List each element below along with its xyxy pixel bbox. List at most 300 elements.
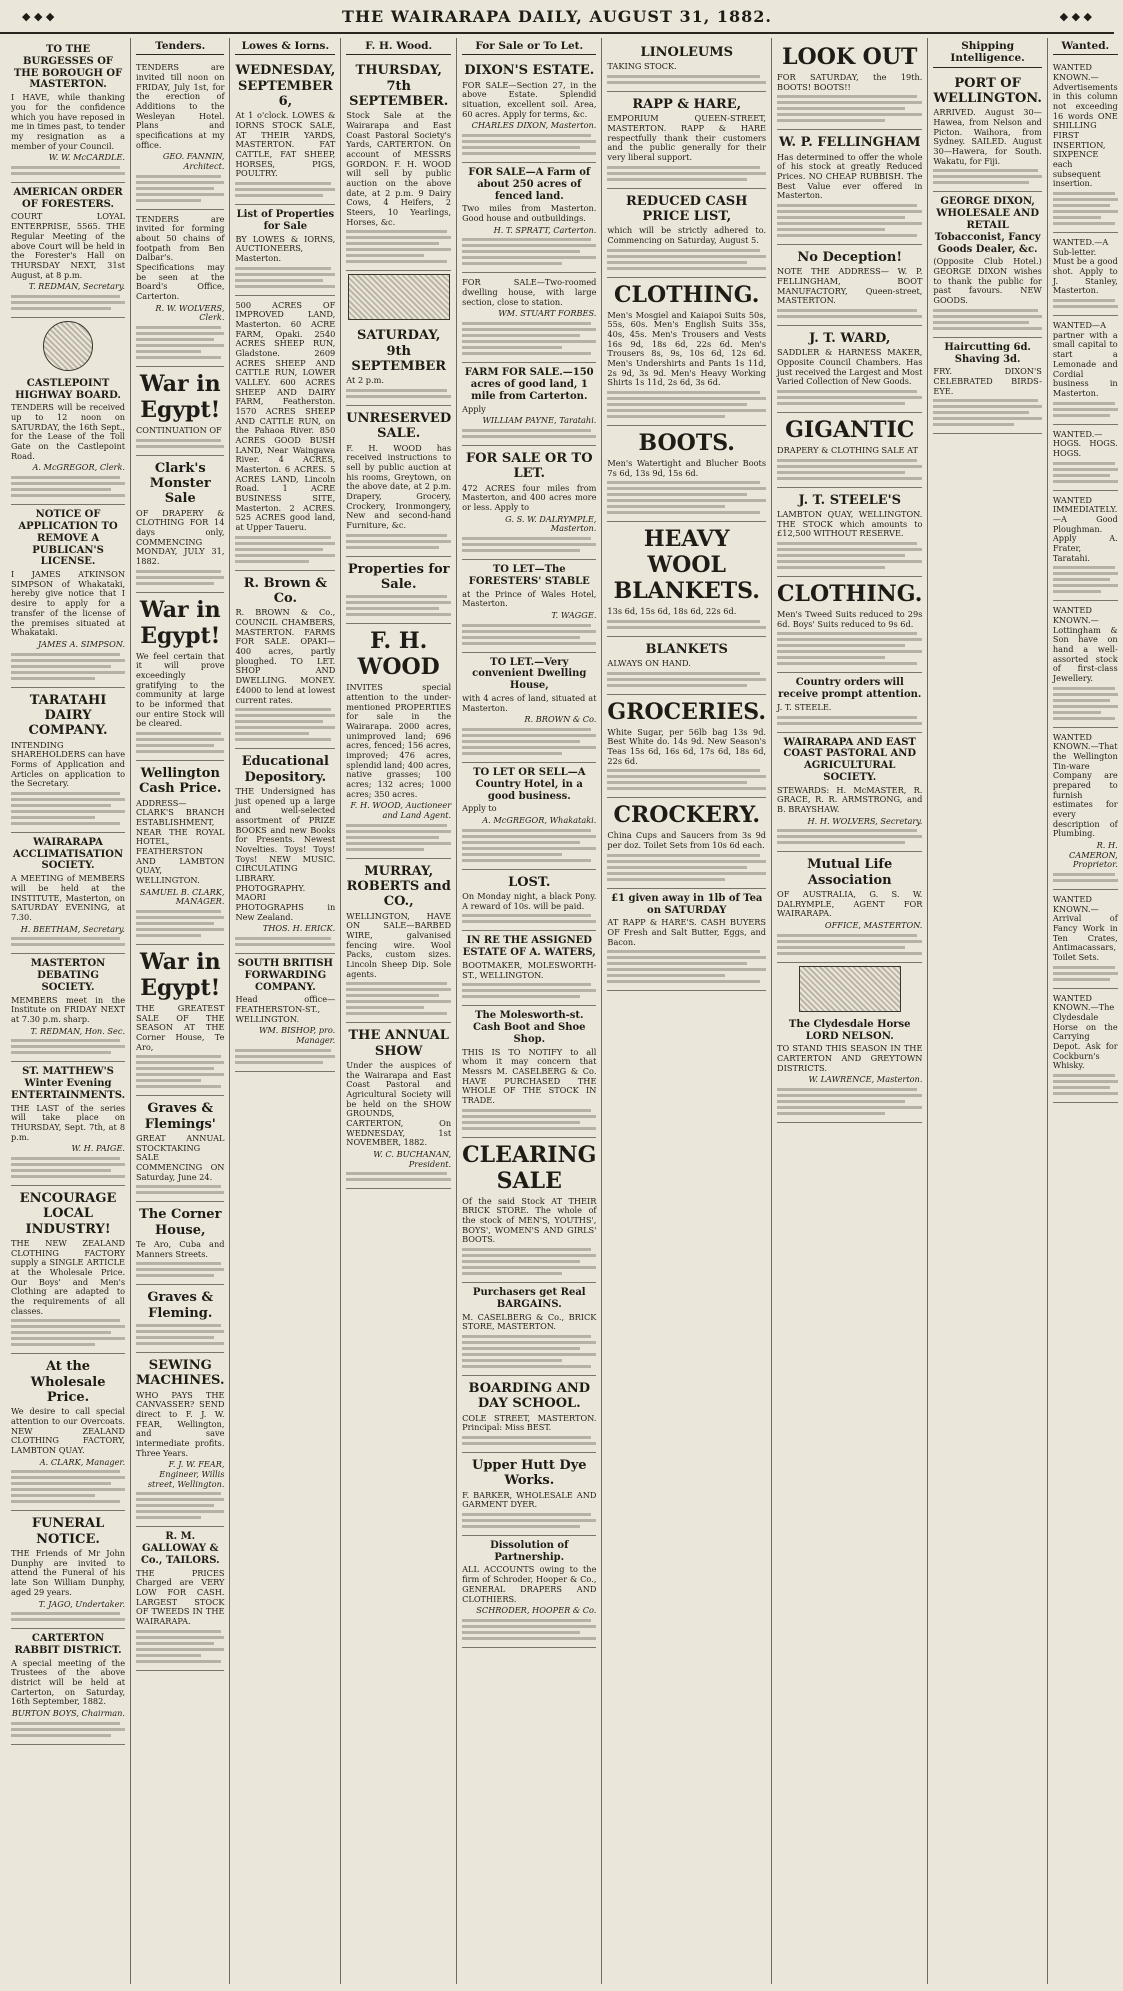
advert-heading: LOST. xyxy=(508,874,551,890)
advert-heading: The Molesworth-st. Cash Boot and Shoe Shop. xyxy=(473,1010,586,1045)
illegible-text-block xyxy=(346,824,451,851)
illegible-text-block xyxy=(777,1088,922,1115)
illegible-text-block xyxy=(235,267,335,288)
advertisement xyxy=(136,593,224,761)
advertisement xyxy=(462,1138,596,1283)
illegible-text-block xyxy=(933,169,1041,184)
advertisement xyxy=(462,1536,596,1648)
illegible-text-block xyxy=(136,1630,224,1663)
column-9 xyxy=(1048,38,1123,1984)
advert-body: WANTED.—HOGS. HOGS. HOGS. xyxy=(1052,428,1118,458)
column-7 xyxy=(772,38,928,1984)
column-heading: Lowes & Iorns. xyxy=(235,40,335,55)
advertisement xyxy=(462,931,596,1006)
advert-heading: UNRESERVED SALE. xyxy=(346,411,452,442)
advert-heading: PORT OF WELLINGTON. xyxy=(933,75,1042,107)
advert-body: TO STAND THIS SEASON IN THE CARTERTON AND GREYTOWN DISTRICTS. xyxy=(777,1043,923,1073)
advertisement xyxy=(462,363,596,446)
advert-signature: T. REDMAN, Secretary. xyxy=(28,281,126,292)
advertisement xyxy=(11,374,125,505)
advert-body: WANTED KNOWN.—That the Wellington Tin-ware Company are prepared to furnish estimates for every description of Plumbing. xyxy=(1052,731,1118,839)
illegible-text-block xyxy=(346,389,451,398)
advert-heading: FOR SALE OR TO LET. xyxy=(465,450,593,482)
advert-body: OF AUSTRALIA, G. S. W. DALRYMPLE, AGENT FOR WAIRARAPA. xyxy=(777,889,923,919)
illegible-text-block xyxy=(462,728,596,755)
advertisement xyxy=(1053,233,1118,316)
advert-body: We desire to call special attention to our Overcoats. NEW ZEALAND CLOTHING FACTORY, LAMBTON QUAY. xyxy=(11,1406,126,1456)
advert-body: A MEETING of MEMBERS will be held at the INSTITUTE, Masterton, on SATURDAY EVENING, at 7.30. xyxy=(11,873,126,922)
advertisement xyxy=(1053,728,1118,890)
advertisement xyxy=(11,688,125,833)
illegible-text-block xyxy=(607,481,766,514)
advertisement xyxy=(235,58,335,205)
illegible-text-block xyxy=(136,1324,224,1345)
advert-heading: WAIRARAPA ACCLIMATISATION SOCIETY. xyxy=(12,836,124,872)
advert-body: Te Aro, Cuba and Manners Streets. xyxy=(136,1239,225,1259)
advert-signature: SCHRODER, HOOPER & Co. xyxy=(476,1605,597,1616)
advert-signature: T. JAGO, Undertaker. xyxy=(38,1598,126,1609)
advert-body: NOTE THE ADDRESS— W. P. FELLINGHAM, BOOT MANUFACTORY, Queen-street, MASTERTON. xyxy=(777,266,923,306)
advert-heading: J. T. WARD, xyxy=(809,331,891,346)
advertisement xyxy=(346,859,451,1024)
advert-body: BY LOWES & IORNS, AUCTIONEERS, Masterton. xyxy=(235,233,336,263)
advert-body: At 1 o'clock. LOWES & IORNS STOCK SALE, AT THEIR YARDS, MASTERTON. FAT CATTLE, FAT SHEEP, HORSES, PIGS, POULTRY. xyxy=(235,110,336,179)
advert-body: STEWARDS: H. McMASTER, R. GRACE, R. R. ARMSTRONG, and B. BRAYSHAW. xyxy=(777,784,923,815)
illegible-text-block xyxy=(777,204,922,237)
illegible-text-block xyxy=(346,982,451,1015)
advert-heading: War in Egypt! xyxy=(139,949,221,1002)
illegible-text-block xyxy=(933,399,1041,426)
advert-body: I JAMES ATKINSON SIMPSON of Whakataki, hereby give notice that I desire to apply for a transfer of the license of the premises situated at Whakataki. xyxy=(11,569,126,638)
advert-heading: AMERICAN ORDER OF FORESTERS. xyxy=(13,186,123,210)
advert-heading: FOR SALE—A Farm of about 250 acres of fenced land. xyxy=(468,167,591,202)
advert-heading: REDUCED CASH PRICE LIST, xyxy=(625,193,748,225)
advert-body: INTENDING SHAREHOLDERS can have Forms of Application and Articles on application to the Secretary. xyxy=(11,739,126,789)
illegible-text-block xyxy=(607,769,766,790)
illegible-text-block xyxy=(235,536,335,563)
advert-body: FRY. DIXON'S CELEBRATED BIRDS-EYE. xyxy=(933,366,1042,396)
advertisement xyxy=(777,673,922,732)
advert-heading: WEDNESDAY, SEPTEMBER 6, xyxy=(235,63,336,110)
advert-signature: R. W. WOLVERS, Clerk. xyxy=(155,302,225,323)
advertisement xyxy=(235,571,335,749)
advert-body: ADDRESS— CLARK'S BRANCH ESTABLISHMENT, NEAR THE ROYAL HOTEL, FEATHERSTON AND LAMBTON QUAY, WELLINGTON. xyxy=(136,797,225,886)
advert-body: THE NEW ZEALAND CLOTHING FACTORY supply a SINGLE ARTICLE at the Wholesale Price. Our Boys' and Men's Clothing are adapted to the requirements of all classes. xyxy=(11,1238,126,1316)
advertisement xyxy=(235,954,335,1072)
advertisement xyxy=(1053,316,1118,424)
advert-body: M. CASELBERG & Co., BRICK STORE, MASTERTON. xyxy=(462,1311,597,1332)
illegible-text-block xyxy=(777,716,922,725)
advert-signature: JAMES A. SIMPSON. xyxy=(37,638,126,649)
column-1 xyxy=(6,38,131,1984)
advertisement xyxy=(136,1096,224,1202)
illegible-text-block xyxy=(136,732,224,753)
illegible-text-block xyxy=(777,309,922,318)
advertisement xyxy=(235,205,335,296)
advert-body: TENDERS are invited for forming about 50 chains of footpath from Ben Dalbar's. Specifications may be seen at the Board's Office, Carterton. xyxy=(136,213,225,302)
illegible-text-block xyxy=(1053,192,1118,225)
column-5 xyxy=(457,38,602,1984)
advert-body: F. H. WOOD has received instructions to sell by public auction at his rooms, Greytown, on the above date, at 2 p.m. Drapery, Grocery, Crockery, Ironmongery, New and second-hand Furniture, &c. xyxy=(346,442,452,531)
advert-body: TENDERS are invited till noon on FRIDAY, July 1st, for the erection of Additions to the Wesleyan Hotel. Plans and specifications at my office. xyxy=(136,62,225,150)
advert-heading: ENCOURAGE LOCAL INDUSTRY! xyxy=(19,1191,117,1237)
advertisement xyxy=(136,456,224,593)
illegible-text-block xyxy=(136,439,224,448)
advert-heading: CASTLEPOINT HIGHWAY BOARD. xyxy=(15,377,121,401)
illegible-text-block xyxy=(607,672,766,687)
advert-heading: Haircutting 6d. Shaving 3d. xyxy=(944,341,1031,365)
advert-heading: MURRAY, ROBERTS and CO., xyxy=(346,863,451,910)
column-heading: Tenders. xyxy=(136,40,224,55)
advertisement xyxy=(346,557,451,625)
advert-body: (Opposite Club Hotel.) GEORGE DIXON wishes to thank the public for past favours. NEW GOODS. xyxy=(933,256,1042,306)
illegible-text-block xyxy=(235,708,335,741)
advert-heading: ST. MATTHEW'S Winter Evening ENTERTAINMENTS. xyxy=(11,1066,126,1101)
advert-heading: R. M. GALLOWAY & Co., TAILORS. xyxy=(140,1531,220,1566)
advertisement xyxy=(933,338,1041,435)
advert-heading: War in Egypt! xyxy=(139,596,221,649)
advertisement xyxy=(11,1511,125,1629)
advert-heading: RAPP & HARE, xyxy=(632,97,742,112)
livestock-engraving-icon xyxy=(799,966,901,1012)
advertisement xyxy=(1053,425,1118,491)
illegible-text-block xyxy=(462,1248,596,1275)
advert-heading: WAIRARAPA AND EAST COAST PASTORAL AND AGRICULTURAL SOCIETY. xyxy=(783,736,917,783)
column-heading: F. H. Wood. xyxy=(346,40,451,55)
advert-heading: BLANKETS xyxy=(645,641,728,657)
advert-heading: BOARDING AND DAY SCHOOL. xyxy=(468,1380,591,1412)
advert-body: Men's Tweed Suits reduced to 29s 6d. Boys' Suits reduced to 9s 6d. xyxy=(777,608,923,629)
advert-heading: Dissolution of Partnership. xyxy=(490,1539,569,1563)
masthead-left-ornament: ◆ ◆ ◆ xyxy=(22,9,55,23)
illegible-text-block xyxy=(11,792,125,825)
advert-body: OF DRAPERY & CLOTHING FOR 14 days only, COMMENCING MONDAY, JULY 31, 1882. xyxy=(136,507,225,567)
advertisement xyxy=(607,189,766,278)
illegible-text-block xyxy=(136,1185,224,1194)
advert-heading: SOUTH BRITISH FORWARDING COMPANY. xyxy=(237,957,333,993)
advertisement xyxy=(346,323,451,406)
advertisement xyxy=(777,733,922,853)
advert-signature: BURTON BOYS, Chairman. xyxy=(11,1708,126,1719)
advertisement xyxy=(462,653,596,763)
advertisement xyxy=(1053,989,1118,1103)
advert-signature: W. W. McCARDLE. xyxy=(48,152,126,163)
advert-heading: FARM FOR SALE.—150 acres of good land, 1 mile from Carterton. xyxy=(464,367,594,402)
advert-body: THE Friends of Mr John Dunphy are invited to attend the Funeral of his late Son William Dunphy, aged 29 years. xyxy=(11,1548,126,1597)
advertisement xyxy=(136,1353,224,1527)
advert-heading: FUNERAL NOTICE. xyxy=(31,1516,105,1547)
illegible-text-block xyxy=(462,1109,596,1130)
illegible-text-block xyxy=(11,1319,125,1346)
advert-signature: R. BROWN & Co. xyxy=(524,714,597,725)
illegible-text-block xyxy=(1053,299,1118,308)
illegible-text-block xyxy=(11,476,125,497)
advert-body: ALWAYS ON HAND. xyxy=(607,658,691,669)
advert-body: WANTED.—A Sub-letter. Must be a good shot. Apply to J. Stanley, Masterton. xyxy=(1052,237,1118,296)
illegible-text-block xyxy=(462,914,596,923)
illegible-text-block xyxy=(462,238,596,265)
illegible-text-block xyxy=(346,230,451,263)
advert-body: A special meeting of the Trustees of the above district will be held at Carterton, on Saturday, 16th September, 1882. xyxy=(11,1657,126,1707)
illegible-text-block xyxy=(136,1492,224,1519)
advert-heading: Clark's Monster Sale xyxy=(149,460,211,507)
advert-signature: H. H. WOLVERS, Secretary. xyxy=(807,815,923,826)
illegible-text-block xyxy=(777,459,922,480)
advertisement xyxy=(777,488,922,577)
advertisement xyxy=(462,163,596,273)
advert-signature: GEO. FANNIN, Architect. xyxy=(162,151,225,172)
advert-heading: THURSDAY, 7th SEPTEMBER. xyxy=(349,63,449,110)
advertisement xyxy=(777,577,922,673)
advertisement xyxy=(777,326,922,413)
illegible-text-block xyxy=(11,1157,125,1178)
advertisement xyxy=(462,446,596,560)
advert-heading: Upper Hutt Dye Works. xyxy=(472,1457,587,1489)
advert-heading: DIXON'S ESTATE. xyxy=(464,63,595,79)
advert-heading: Mutual Life Association xyxy=(807,857,893,888)
advert-body: AT RAPP & HARE'S. CASH BUYERS OF Fresh and Salt Butter, Eggs, and Bacon. xyxy=(607,917,767,947)
advert-signature: R. H. CAMERON, Proprietor. xyxy=(1069,840,1118,870)
advertisement xyxy=(136,367,224,456)
advert-heading: SEWING MACHINES. xyxy=(136,1358,225,1389)
advert-body: 13s 6d, 15s 6d, 18s 6d, 22s 6d. xyxy=(607,606,737,617)
advert-heading: GEORGE DIXON, WHOLESALE AND RETAIL Tobacconist, Fancy Goods Dealer, &c. xyxy=(934,196,1041,255)
advert-body: THIS IS TO NOTIFY to all whom it may concern that Messrs M. CASELBERG & Co. HAVE PURCHASED THE WHOLE OF THE STOCK IN TRADE. xyxy=(462,1046,597,1106)
advert-body: LAMBTON QUAY, WELLINGTON. THE STOCK which amounts to £12,500 WITHOUT RESERVE. xyxy=(777,508,923,539)
advertisement xyxy=(462,870,596,932)
illegible-text-block xyxy=(607,391,766,418)
advert-body: WANTED KNOWN.—Lottingham & Son have on hand a well-assorted stock of first-class Jewellery. xyxy=(1052,605,1118,683)
illegible-text-block xyxy=(235,182,335,197)
illegible-text-block xyxy=(1053,566,1118,593)
illegible-text-block xyxy=(11,653,125,680)
advert-heading: R. Brown & Co. xyxy=(243,575,328,607)
advert-body: GREAT ANNUAL STOCKTAKING SALE COMMENCING ON Saturday, June 24. xyxy=(136,1133,225,1182)
advertisement xyxy=(1053,890,1118,989)
advertisement xyxy=(11,183,125,318)
advert-signature: WILLIAM PAYNE, Taratahi. xyxy=(482,415,597,426)
illegible-text-block xyxy=(462,134,596,155)
advert-body: THE Undersigned has just opened up a large and well-selected assortment of PRIZE BOOKS and new Books for Presents. Newest Novelties. Toys! Toys! Toys! NEW MUSIC. CIRCULATING LIBRARY. PHOTOGRAPHY. MAORI PHOTOGRAPHS in New Zealand. xyxy=(235,785,336,922)
advert-body: Apply to xyxy=(462,803,497,814)
illegible-text-block xyxy=(235,1049,335,1064)
illegible-text-block xyxy=(777,542,922,569)
advert-body: I HAVE, while thanking you for the confidence which you have reposed in me in times past, to tender my resignation as a member of your Council. xyxy=(11,92,126,151)
illegible-text-block xyxy=(607,75,766,84)
advert-signature: CHARLES DIXON, Masterton. xyxy=(471,120,597,131)
advertisement xyxy=(607,522,766,637)
advertisement xyxy=(346,406,451,557)
advertisement xyxy=(777,1015,922,1123)
advert-heading: GROCERIES. xyxy=(607,698,767,725)
advert-body: Stock Sale at the Wairarapa and East Coast Pastoral Society's Yards, CARTERTON. On account of MESSRS GORDON. F. H. WOOD will sell by public auction on the above date, at 2 p.m. 9 Dairy Cows, 4 Heifers, 2 Steers, 10 Yearlings, Horses, &c. xyxy=(346,110,452,227)
advert-body: WANTED KNOWN.—Advertisements in this column not exceeding 16 words ONE SHILLING FIRST INSERTION, SIXPENCE each subsequent insertion. xyxy=(1052,62,1118,189)
advert-heading: W. P. FELLINGHAM xyxy=(778,135,921,151)
illegible-text-block xyxy=(11,295,125,310)
illegible-text-block xyxy=(11,1470,125,1503)
advert-heading: Wellington Cash Price. xyxy=(139,766,222,797)
advert-body: TAKING STOCK. xyxy=(607,61,677,72)
advert-body: SADDLER & HARNESS MAKER, Opposite Council Chambers. Has just received the Largest and Most Varied Collection of New Goods. xyxy=(777,347,923,387)
advert-heading: Graves & Fleming. xyxy=(147,1290,214,1321)
advertisement xyxy=(607,695,766,799)
advert-body: 472 ACRES four miles from Masterton, and 400 acres more or less. Apply to xyxy=(462,482,597,512)
advertisement xyxy=(607,426,766,522)
illegible-text-block xyxy=(462,829,596,862)
illegible-text-block xyxy=(1053,687,1118,720)
advert-heading: £1 given away in 1lb of Tea on SATURDAY xyxy=(611,892,763,916)
advert-body: COURT LOYAL ENTERPRISE, 5565. THE Regular Meeting of the above Court will be held in the Forester's Hall on THURSDAY NEXT, 31st August, at 8 p.m. xyxy=(11,211,126,280)
advert-heading: TO LET—The FORESTERS' STABLE xyxy=(468,563,590,587)
advert-body: INVITES special attention to the under-mentioned PROPERTIES for sale in the Wairarapa. 2000 acres, unimproved land; 696 acres, fenced; 156 acres, improved; 476 acres, splendid land; 400 acres, native grasses; 100 acres; 132 acres; 1000 acres; 350 acres. xyxy=(346,682,452,799)
advert-body: THE GREATEST SALE OF THE SEASON AT THE Corner House, Te Aro, xyxy=(136,1002,225,1052)
illegible-text-block xyxy=(136,326,224,359)
advert-signature: A. McGREGOR, Whakataki. xyxy=(482,814,597,825)
advert-heading: NOTICE OF APPLICATION TO REMOVE A PUBLICAN'S LICENSE. xyxy=(18,509,118,568)
illegible-text-block xyxy=(462,429,596,438)
advert-heading: Country orders will receive prompt attention. xyxy=(778,677,922,701)
advert-signature: T. REDMAN, Hon. Sec. xyxy=(30,1025,126,1036)
illegible-text-block xyxy=(607,854,766,881)
advertisement xyxy=(136,210,224,367)
illegible-text-block xyxy=(346,595,451,616)
advert-body: J. T. STEELE. xyxy=(777,701,832,712)
advertisement xyxy=(462,1376,596,1453)
advert-heading: HEAVY WOOL BLANKETS. xyxy=(613,526,760,605)
advertisement xyxy=(462,560,596,653)
advertisement xyxy=(11,833,125,954)
illegible-text-block xyxy=(607,249,766,270)
advert-body: FOR SALE—Section 27, in the above Estate. Splendid situation, excellent soil. Area, 60 acres. Apply for terms, &c. xyxy=(462,79,597,119)
advert-heading: LINOLEUMS xyxy=(640,45,734,60)
advert-heading: IN RE THE ASSIGNED ESTATE OF A. WATERS, xyxy=(462,935,596,959)
illegible-text-block xyxy=(346,534,451,549)
advertisement xyxy=(777,130,922,245)
advert-body: We feel certain that it will prove exceedingly gratifying to the community at large to be informed that our entire Stock will be cleared. xyxy=(136,650,225,729)
advert-body: THE PRICES Charged are VERY LOW FOR CASH. LARGEST STOCK OF TWEEDS IN THE WAIRARAPA. xyxy=(136,1567,225,1627)
advert-heading: The Corner House, xyxy=(139,1207,222,1238)
advert-body: Has determined to offer the whole of his stock at greatly Reduced Prices. NO CHEAP RUBBISH. The Best Value ever offered in Masterton. xyxy=(777,151,923,201)
advertisement xyxy=(136,1285,224,1353)
advert-body: R. BROWN & Co., COUNCIL CHAMBERS, MASTERTON. FARMS FOR SALE. OPAKI—400 acres, partly ploughed. TO LET. SHOP AND DWELLING. MONEY. £4000 to lend at lowest current rates. xyxy=(235,607,336,705)
advertisement xyxy=(607,278,766,426)
advertisement xyxy=(1053,601,1118,727)
advert-heading: CLOTHING. xyxy=(614,281,760,308)
illegible-text-block xyxy=(462,983,596,998)
column-6 xyxy=(602,38,772,1984)
advert-body: at the Prince of Wales Hotel, Masterton. xyxy=(462,588,597,609)
advertisement xyxy=(11,1186,125,1354)
advert-heading: At the Wholesale Price. xyxy=(30,1359,106,1406)
advertisement xyxy=(346,624,451,858)
advert-body: WANTED KNOWN.—Arrival of Fancy Work in Ten Crates, Antimacassars, Toilet Sets. xyxy=(1052,894,1118,963)
illegible-text-block xyxy=(462,1513,596,1528)
advert-heading: TO LET.—Very convenient Dwelling House, xyxy=(472,656,587,692)
advert-body: WANTED IMMEDIATELY.—A Good Ploughman. Apply A. Frater, Taratahi. xyxy=(1052,494,1118,563)
advert-signature: WM. BISHOP, pro. Manager. xyxy=(258,1025,336,1045)
advertisement xyxy=(11,1354,125,1511)
illegible-text-block xyxy=(462,1335,596,1368)
illegible-text-block xyxy=(136,175,224,202)
advertisement xyxy=(11,954,125,1062)
illegible-text-block xyxy=(1053,402,1118,417)
livestock-engraving-icon xyxy=(348,274,450,320)
column-8 xyxy=(928,38,1047,1984)
advert-body: F. BARKER, WHOLESALE AND GARMENT DYER. xyxy=(462,1489,597,1510)
advert-body: FOR SATURDAY, the 19th. BOOTS! BOOTS!! xyxy=(777,71,923,92)
illegible-text-block xyxy=(607,620,766,629)
column-3 xyxy=(230,38,341,1984)
advert-heading: MASTERTON DEBATING SOCIETY. xyxy=(30,958,106,993)
advert-body: with 4 acres of land, situated at Masterton. xyxy=(462,692,597,713)
illegible-text-block xyxy=(1053,873,1118,882)
advert-heading: SATURDAY, 9th SEPTEMBER xyxy=(351,328,447,375)
advert-body: On Monday night, a black Pony. A reward of 10s. will be paid. xyxy=(462,890,597,911)
advert-body: THE LAST of the series will take place on THURSDAY, Sept. 7th, at 8 p.m. xyxy=(11,1102,126,1142)
advert-heading: No Deception! xyxy=(797,249,903,265)
advert-body: Head office—FEATHERSTON-ST., WELLINGTON. xyxy=(235,994,336,1024)
advert-heading: THE ANNUAL SHOW xyxy=(348,1028,449,1059)
advert-body: TENDERS will be received up to 12 noon on SATURDAY, the 16th Sept., for the Lease of the Toll Gate on the Castlepoint Road. xyxy=(11,402,126,461)
advertisement xyxy=(462,273,596,363)
advertisement xyxy=(11,1629,125,1745)
illegible-text-block xyxy=(777,829,922,844)
advert-heading: Educational Depository. xyxy=(241,754,329,785)
advertisement xyxy=(136,945,224,1096)
advert-heading: Properties for Sale. xyxy=(347,561,450,593)
advertisement xyxy=(777,413,922,488)
advertisement xyxy=(462,58,596,163)
illegible-text-block xyxy=(462,537,596,552)
illegible-text-block xyxy=(1053,462,1118,483)
illegible-text-block xyxy=(607,166,766,181)
advert-heading: LOOK OUT xyxy=(782,44,918,70)
column-4 xyxy=(341,38,457,1984)
column-heading: Shipping Intelligence. xyxy=(933,40,1041,68)
column-heading: Wanted. xyxy=(1053,40,1118,55)
masthead-right-ornament: ◆ ◆ ◆ xyxy=(1059,9,1092,23)
advert-signature: WM. STUART FORBES. xyxy=(498,308,597,319)
advert-body: Two miles from Masterton. Good house and outbuildings. xyxy=(462,203,597,224)
advert-signature: H. BEETHAM, Secretary. xyxy=(20,923,126,934)
illegible-text-block xyxy=(462,624,596,645)
advert-heading: War in Egypt! xyxy=(139,371,221,424)
advert-body: DRAPERY & CLOTHING SALE AT xyxy=(777,444,919,455)
advert-body: WHO PAYS THE CANVASSER? SEND direct to F. J. W. FEAR, Wellington, and save intermediate profits. Three Years. xyxy=(136,1389,225,1458)
advertisement xyxy=(346,58,451,271)
advertisement xyxy=(777,245,922,326)
illegible-text-block xyxy=(136,1055,224,1088)
illegible-text-block xyxy=(11,1039,125,1054)
advertisement xyxy=(136,1202,224,1285)
advert-heading: CARTERTON RABBIT DISTRICT. xyxy=(14,1633,122,1656)
advert-body: CONTINUATION OF xyxy=(136,425,222,436)
advert-heading: The Clydesdale Horse LORD NELSON. xyxy=(788,1018,911,1042)
illegible-text-block xyxy=(1053,1074,1118,1095)
advert-heading: BOOTS. xyxy=(638,430,735,457)
advert-signature: A. McGREGOR, Clerk. xyxy=(32,462,126,473)
advert-body: ALL ACCOUNTS owing to the firm of Schroder, Hooper & Co., GENERAL DRAPERS AND CLOTHIERS. xyxy=(462,1564,597,1604)
advert-body: FOR SALE—Two-roomed dwelling house, with large section, close to station. xyxy=(462,277,597,307)
advertisement xyxy=(462,1006,596,1137)
advert-heading: List of Properties for Sale xyxy=(236,209,335,232)
advert-body: White Sugar, per 56lb bag 13s 9d. Best White do. 14s 9d. New Season's Teas 15s 6d, 16s 6d, 17s 6d, 18s 6d, 22s 6d. xyxy=(607,726,767,766)
illegible-text-block xyxy=(235,937,335,946)
advert-body: Of the said Stock AT THEIR BRICK STORE. The whole of the stock of MEN'S, YOUTHS', BOYS', WOMEN'S AND GIRLS' BOOTS. xyxy=(462,1195,597,1245)
advert-body: Men's Mosgiel and Kaiapoi Suits 50s, 55s, 60s. Men's English Suits 35s, 40s, 45s. Men's Trousers and Vests 16s 9d, 18s 6d, 22s 6d. Men's Trousers 8s, 9s, 10s 6d, 12s 6d. Men's Undershirts and Pants 1s 11d, 2s 9d, 3s 9d. Men's Heavy Working Shirts 1s 11d, 2s 6d, 3s 6d. xyxy=(607,309,767,388)
illegible-text-block xyxy=(462,1619,596,1640)
advertisement xyxy=(933,71,1041,193)
